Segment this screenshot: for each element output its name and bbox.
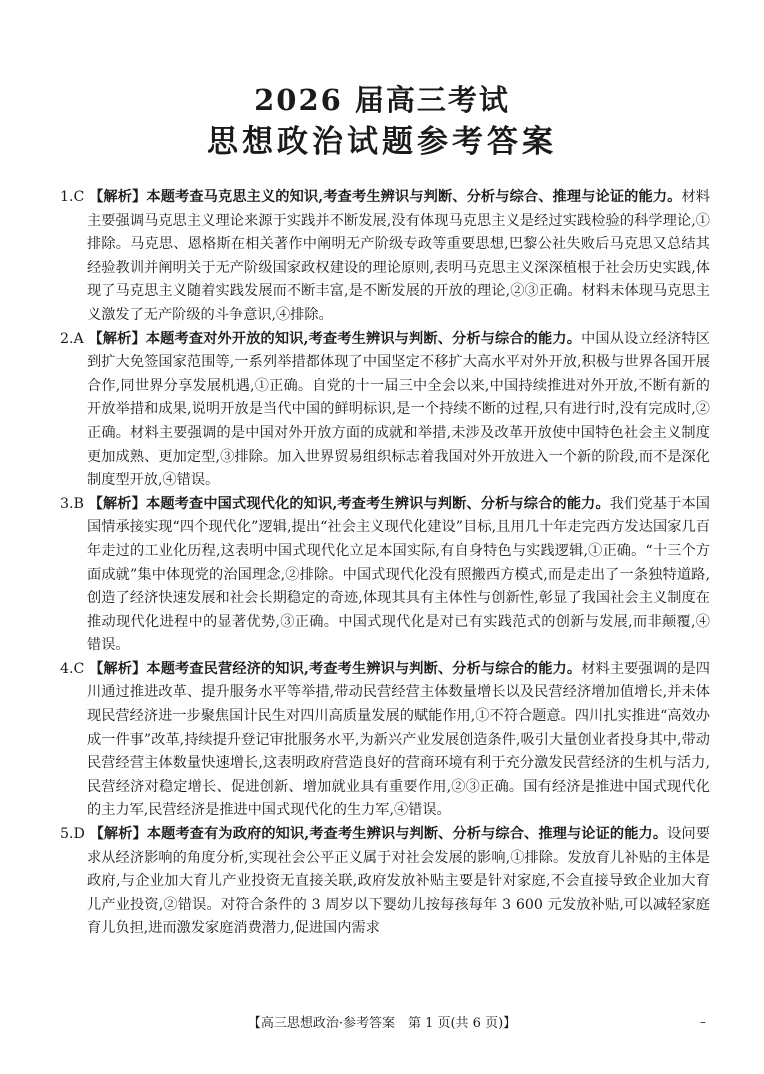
corner-mark: – <box>700 1015 706 1029</box>
page-footer: 【高三思想政治·参考答案 第 1 页(共 6 页)】 <box>247 1016 517 1031</box>
answer-item-4 <box>60 658 710 823</box>
analysis-lead: 本题考查有为政府的知识,考查考生辨识与判断、分析与综合、推理与论证的能力。 <box>146 826 668 843</box>
analysis-body: 材料主要强调马克思主义理论来源于实践并不断发展,没有体现马克思主义是经过实践检验的科学理论,①排除。马克思、恩格斯在相关著作中阐明无产阶级专政等重要思想,巴黎公社失败后马克思又总结其经验教训并阐明关于无产阶级国家政权建设的理论原则,表明马克思主义深深植根于社会历史实践,体现了马克思主义随着实践发展而不断丰富,是不断发展的开放的理论,②③正确。材料未体现马克思主义激发了无产阶级的斗争意识,④排除。 <box>87 189 710 323</box>
answer-item-3 <box>60 493 710 658</box>
answer-item-1 <box>60 186 710 328</box>
analysis-tag: 【解析】 <box>89 189 147 205</box>
analysis-body: 中国从设立经济特区到扩大免签国家范围等,一系列举措都体现了中国坚定不移扩大高水平对外开放,积极与世界各国开展合作,同世界分享发展机遇,①正确。自党的十一届三中全会以来,中国持续推进对外开放,不断有新的开放举措和成果,说明开放是当代中国的鲜明标识,是一个持续不断的过程,只有进行时,没有完成时,②正确。材料主要强调的是中国对外开放方面的成就和举措,未涉及改革开放使中国特色社会主义制度更加成熟、更加定型,③排除。加入世界贸易组织标志着我国对外开放进入一个新的阶段,而不是深化制度型开放,④错误。 <box>87 330 710 489</box>
analysis-body: 设问要求从经济影响的角度分析,实现社会公平正义属于对社会发展的影响,①排除。发放育儿补贴的主体是政府,与企业加大育儿产业投资无直接关联,政府发放补贴主要是针对家庭,不会直接导致企业加大育儿产业投资,②错误。对符合条件的 3 周岁以下婴幼儿按每孩每年 3 600 元发放补贴,可以减轻家庭育儿负担,进而激发家庭消费潜力,促进国内需求 <box>87 826 710 937</box>
analysis-tag: 【解析】 <box>88 330 146 347</box>
analysis-lead: 本题考查对外开放的知识,考查考生辨识与判断、分析与综合的能力。 <box>145 330 582 347</box>
answer-item-5 <box>60 823 710 941</box>
answer-item-2 <box>60 328 710 493</box>
analysis-body: 材料主要强调的是四川通过推进改革、提升服务水平等举措,带动民营经营主体数量增长以及民营经济增加值增长,并未体现民营经济进一步聚焦国计民生对四川高质量发展的赋能作用,①不符合题意。四川扎实推进“高效办成一件事”改革,持续提升登记审批服务水平,为新兴产业发展创造条件,吸引大量创业者投身其中,带动民营经营主体数量快速增长,这表明政府营造良好的营商环境有利于充分激发民营经济的生机与活力,民营经济对稳定增长、促进创新、增加就业具有重要作用,②③正确。国有经济是推进中国式现代化的主力军,民营经济是推进中国式现代化的生力军,④错误。 <box>87 660 710 819</box>
answer-number: 2.A <box>60 330 84 347</box>
answer-number: 1.C <box>60 189 85 205</box>
analysis-tag: 【解析】 <box>89 660 147 677</box>
analysis-tag: 【解析】 <box>88 495 146 512</box>
document-title-line1: 2026 届高三考试 <box>254 83 510 117</box>
document-title-line2: 思想政治试题参考答案 <box>207 124 557 160</box>
analysis-body: 我们党基于本国国情承接实现“四个现代化”逻辑,提出“社会主义现代化建设”目标,且用几十年走完西方发达国家几百年走过的工业化历程,这表明中国式现代化立足本国实际,有自身特色与实践逻辑,①正确。“十三个方面成就”集中体现党的治国理念,②排除。中国式现代化没有照搬西方模式,而是走出了一条独特道路,创造了经济快速发展和社会长期稳定的奇迹,体现其具有主体性与创新性,彰显了我国社会主义制度在推动现代化进程中的显著优势,③正确。中国式现代化是对已有实践范式的创新与发展,而非颠覆,④错误。 <box>87 495 710 654</box>
analysis-tag: 【解析】 <box>89 826 147 843</box>
answer-number: 3.B <box>60 495 84 512</box>
analysis-lead: 本题考查民营经济的知识,考查考生辨识与判断、分析与综合的能力。 <box>146 660 582 677</box>
answer-number: 5.D <box>60 826 85 843</box>
analysis-lead: 本题考查马克思主义的知识,考查考生辨识与判断、分析与综合、推理与论证的能力。 <box>146 189 682 205</box>
answer-list <box>60 186 710 941</box>
analysis-lead: 本题考查中国式现代化的知识,考查考生辨识与判断、分析与综合的能力。 <box>145 495 610 512</box>
answer-number: 4.C <box>60 660 85 677</box>
